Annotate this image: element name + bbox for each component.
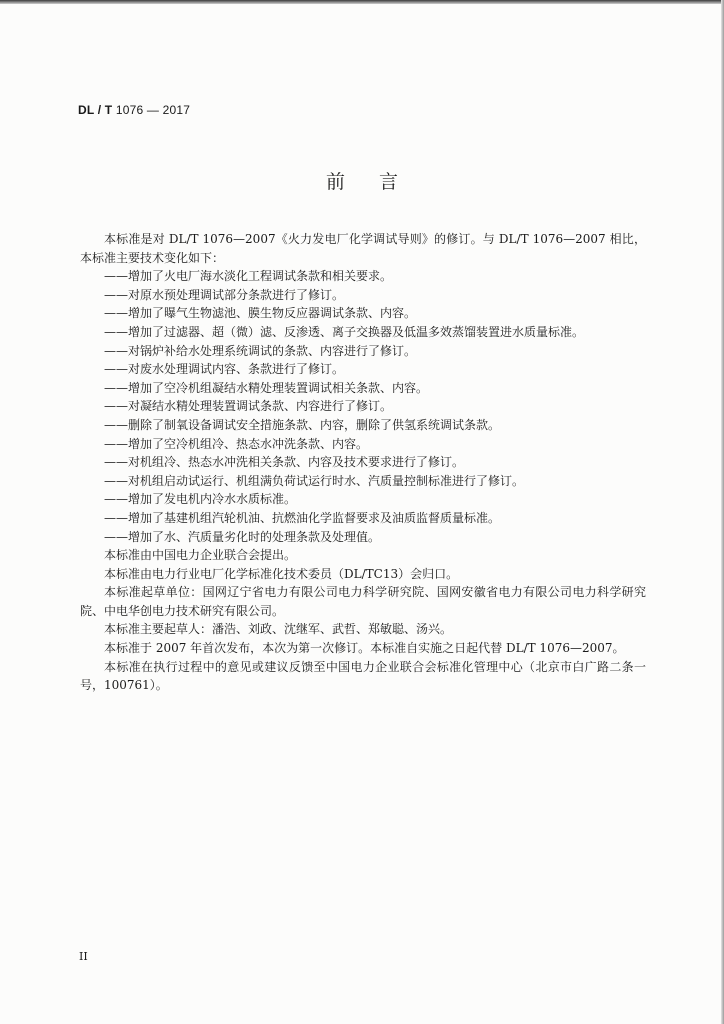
change-list-item: ——增加了火电厂海水淡化工程调试条款和相关要求。 — [104, 269, 393, 284]
change-list-item: ——对机组启动试运行、机组满负荷试运行时水、汽质量控制标准进行了修订。 — [104, 473, 525, 488]
change-list-item: ——增加了过滤器、超（微）滤、反渗透、离子交换器及低温多效蒸馏装置进水质量标准。 — [104, 324, 585, 339]
scan-top-edge — [0, 0, 724, 4]
change-list-item: ——对锅炉补给水处理系统调试的条款、内容进行了修订。 — [104, 343, 417, 358]
body-paragraph: 本标准由中国电力企业联合会提出。 — [104, 548, 297, 563]
change-list-item: ——增加了发电机内冷水水质标准。 — [104, 492, 297, 507]
change-list-item: ——对原水预处理调试部分条款进行了修订。 — [104, 287, 345, 302]
change-list-item: ——增加了基建机组汽轮机油、抗燃油化学监督要求及油质监督质量标准。 — [104, 510, 501, 525]
change-list-item: ——增加了水、汽质量劣化时的处理条款及处理值。 — [104, 529, 381, 544]
change-list-item: ——对废水处理调试内容、条款进行了修订。 — [104, 362, 345, 377]
change-list-item: ——对凝结水精处理装置调试条款、内容进行了修订。 — [104, 399, 393, 414]
standard-code-number: 1076 — 2017 — [115, 103, 191, 117]
change-list-item: ——增加了空冷机组冷、热态水冲洗条款、内容。 — [104, 436, 369, 451]
standard-code-prefix: DL / T — [78, 103, 113, 117]
body-paragraph: 本标准于 2007 年首次发布，本次为第一次修订。本标准自实施之日起代替 DL/T 1076—2007。 — [104, 641, 625, 656]
body-paragraph: 本标准在执行过程中的意见或建议反馈至中国电力企业联合会标准化管理中心（北京市白广路二条一号，100761）。 — [80, 659, 646, 693]
body-paragraph: 本标准是对 DL/T 1076—2007《火力发电厂化学调试导则》的修订。与 DL/T 1076—2007 相比，本标准主要技术变化如下： — [80, 232, 646, 265]
change-list-item: ——对机组冷、热态水冲洗相关条款、内容及技术要求进行了修订。 — [104, 455, 465, 470]
body-paragraph: 本标准起草单位：国网辽宁省电力有限公司电力科学研究院、国网安徽省电力有限公司电力科学研究院、中电华创电力技术研究有限公司。 — [80, 585, 646, 618]
foreword-body — [80, 230, 646, 695]
change-list-item: ——删除了制氧设备调试安全措施条款、内容，删除了供氢系统调试条款。 — [104, 417, 501, 432]
body-paragraph: 本标准由电力行业电厂化学标准化技术委员（DL/TC13）会归口。 — [104, 566, 459, 581]
change-list-item: ——增加了空冷机组凝结水精处理装置调试相关条款、内容。 — [104, 380, 429, 395]
change-list-item: ——增加了曝气生物滤池、膜生物反应器调试条款、内容。 — [104, 306, 417, 321]
section-title: 前言 — [325, 171, 432, 193]
page-number: II — [79, 950, 88, 963]
body-paragraph: 本标准主要起草人：潘浩、刘政、沈继军、武哲、郑敏聪、汤兴。 — [104, 622, 453, 637]
standard-code-header — [78, 103, 190, 117]
